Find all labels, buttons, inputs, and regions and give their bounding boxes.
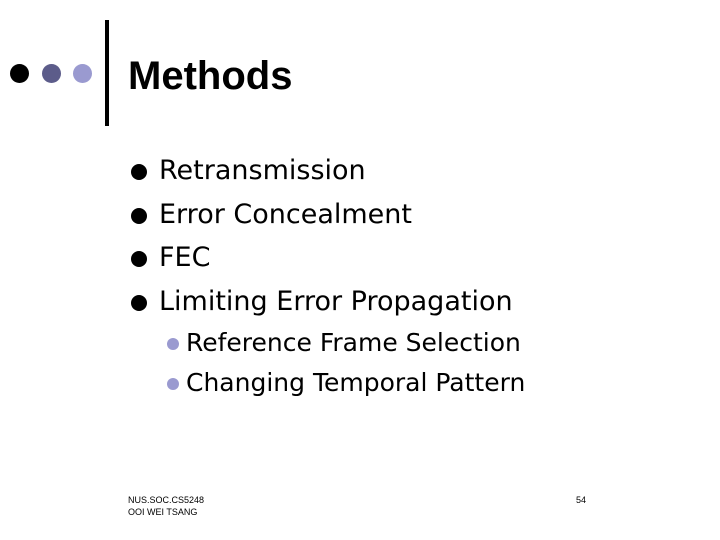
bullet-item (0, 197, 513, 241)
sub-bullet-item (0, 325, 525, 365)
bullet-text: FEC (159, 242, 211, 273)
bullet-item (0, 284, 513, 328)
decorative-dots (10, 64, 96, 84)
bullet-icon (131, 295, 147, 311)
sub-bullet-item (0, 365, 525, 405)
bullet-item (0, 153, 513, 197)
dot-lavender-icon (73, 64, 92, 83)
bullet-text: Retransmission (159, 155, 366, 186)
bullet-text: Limiting Error Propagation (159, 285, 513, 317)
footer-course: NUS.SOC.CS5248 (128, 495, 205, 505)
slide-title: Methods (128, 54, 293, 98)
sub-bullet-icon (167, 338, 179, 350)
bullet-icon (131, 208, 147, 224)
sub-bullet-list (0, 325, 525, 405)
bullet-icon (131, 164, 147, 180)
sub-bullet-icon (167, 378, 179, 390)
title-divider (105, 20, 109, 126)
bullet-icon (131, 251, 147, 267)
bullet-item (0, 240, 513, 284)
dot-black-icon (10, 64, 29, 83)
page-number: 54 (576, 495, 587, 505)
bullet-text: Error Concealment (159, 198, 412, 230)
dot-slate-icon (42, 64, 61, 83)
sub-bullet-text: Changing Temporal Pattern (186, 368, 526, 397)
bullet-list (0, 153, 513, 327)
footer-author: OOI WEI TSANG (128, 507, 198, 517)
sub-bullet-text: Reference Frame Selection (186, 328, 521, 357)
footer (128, 494, 204, 518)
